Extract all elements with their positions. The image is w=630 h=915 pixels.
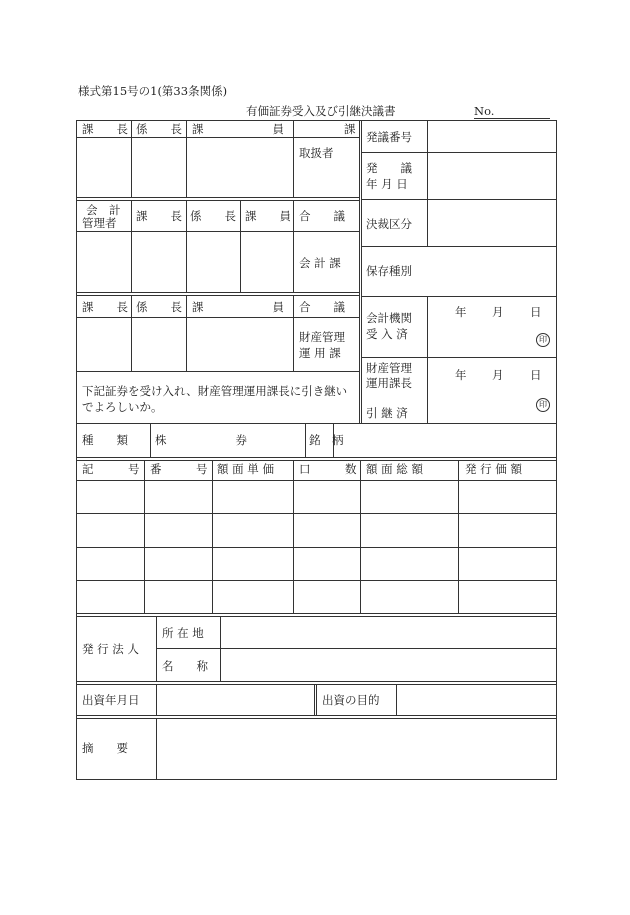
no-underline	[474, 118, 550, 119]
brand-field[interactable]	[334, 424, 556, 457]
issue-number-field[interactable]	[428, 121, 556, 152]
block3-subsection-chief-cell[interactable]	[132, 318, 186, 371]
table-row[interactable]	[77, 514, 556, 547]
block1-handler-label: 取扱者	[299, 146, 334, 160]
storage-type-field[interactable]	[428, 247, 556, 296]
block3-staff-cell[interactable]	[187, 318, 293, 371]
property-handover-line2: 運用課長	[366, 376, 412, 390]
property-seal-mark: 印	[536, 398, 550, 412]
col-header-number: 番 号	[150, 462, 208, 476]
property-handover-line1: 財産管理	[366, 361, 412, 375]
block3-section-line2: 運 用 課	[299, 346, 341, 360]
issue-number-label: 発議番号	[366, 130, 412, 144]
block2-section-chief-cell[interactable]	[132, 232, 186, 292]
col-header-issue-price: 発 行 価 額	[465, 462, 522, 476]
block2-accountant-line2: 管理者	[82, 216, 117, 230]
block1-section-chief-label: 課 長	[82, 122, 128, 136]
block2-accountant-cell[interactable]	[77, 232, 131, 292]
message-line1: 下記証券を受け入れ、財産管理運用課長に引き継い	[82, 384, 348, 398]
block3-staff-label: 課 員	[192, 300, 284, 314]
investment-purpose-field[interactable]	[397, 685, 556, 715]
col-header-units: 口 数	[299, 462, 357, 476]
accounting-month-label: 月	[492, 305, 504, 319]
block2-subsection-chief-label: 係 長	[190, 209, 236, 223]
block1-subsection-chief-label: 係 長	[136, 122, 182, 136]
block2-section-chief-label: 課 長	[136, 209, 182, 223]
table-row[interactable]	[77, 581, 556, 613]
block1-subsection-chief-cell[interactable]	[132, 138, 186, 197]
accounting-seal-mark: 印	[536, 333, 550, 347]
block1-staff-label: 課 員	[192, 122, 284, 136]
block1-section-chief-cell[interactable]	[77, 138, 131, 197]
brand-label: 銘 柄	[309, 433, 344, 447]
issuer-address-field[interactable]	[221, 617, 556, 648]
issue-date-line2: 年 月 日	[366, 177, 408, 191]
message-line2: でよろしいか。	[82, 400, 163, 414]
table-row[interactable]	[77, 481, 556, 513]
block3-section-chief-label: 課 長	[82, 300, 128, 314]
block2-staff-cell[interactable]	[241, 232, 293, 292]
property-month-label: 月	[492, 368, 504, 382]
col-header-unit-par: 額 面 単 価	[217, 462, 274, 476]
block2-staff-label: 課 員	[245, 209, 291, 223]
storage-type-label: 保存種別	[366, 264, 412, 278]
accounting-year-label: 年	[455, 305, 467, 319]
block2-subsection-chief-cell[interactable]	[187, 232, 240, 292]
issuer-name-field[interactable]	[221, 649, 556, 681]
issue-date-line1: 発 議	[366, 161, 412, 175]
block3-section-line1: 財産管理	[299, 330, 345, 344]
investment-date-label: 出資年月日	[82, 693, 140, 707]
summary-field[interactable]	[157, 719, 556, 779]
block2-accountant-line1: 会 計	[86, 203, 121, 217]
accounting-received-line2: 受 入 済	[366, 327, 408, 341]
kind-value: 株 券	[155, 433, 247, 447]
investment-date-field[interactable]	[157, 685, 314, 715]
col-header-total-par: 額 面 総 額	[366, 462, 423, 476]
issue-date-field[interactable]	[428, 153, 556, 199]
summary-label: 摘 要	[82, 741, 128, 755]
block3-section-chief-cell[interactable]	[77, 318, 131, 371]
block2-accounting-section-label: 会 計 課	[299, 256, 341, 270]
form-number: 様式第15号の1(第33条関係)	[78, 84, 228, 98]
col-header-symbol: 記 号	[82, 462, 140, 476]
block1-section-label: 課	[344, 122, 356, 136]
decision-class-label: 決裁区分	[366, 217, 412, 231]
kind-label: 種 類	[82, 433, 128, 447]
block3-consultation-label: 合 議	[299, 300, 345, 314]
property-day-label: 日	[530, 368, 542, 382]
decision-class-field[interactable]	[428, 200, 556, 246]
property-year-label: 年	[455, 368, 467, 382]
investment-purpose-label: 出資の目的	[322, 693, 380, 707]
issuer-label: 発 行 法 人	[82, 642, 139, 656]
block2-consultation-label: 合 議	[299, 209, 345, 223]
document-title: 有価証券受入及び引継決議書	[246, 104, 396, 118]
property-handover-line3: 引 継 済	[366, 406, 408, 420]
block3-subsection-chief-label: 係 長	[136, 300, 182, 314]
table-row[interactable]	[77, 548, 556, 580]
accounting-day-label: 日	[530, 305, 542, 319]
no-label: No.	[474, 104, 495, 118]
issuer-address-label: 所 在 地	[162, 626, 204, 640]
block1-staff-cell[interactable]	[187, 138, 293, 197]
accounting-received-line1: 会計機関	[366, 311, 412, 325]
issuer-name-label: 名 称	[162, 659, 208, 673]
